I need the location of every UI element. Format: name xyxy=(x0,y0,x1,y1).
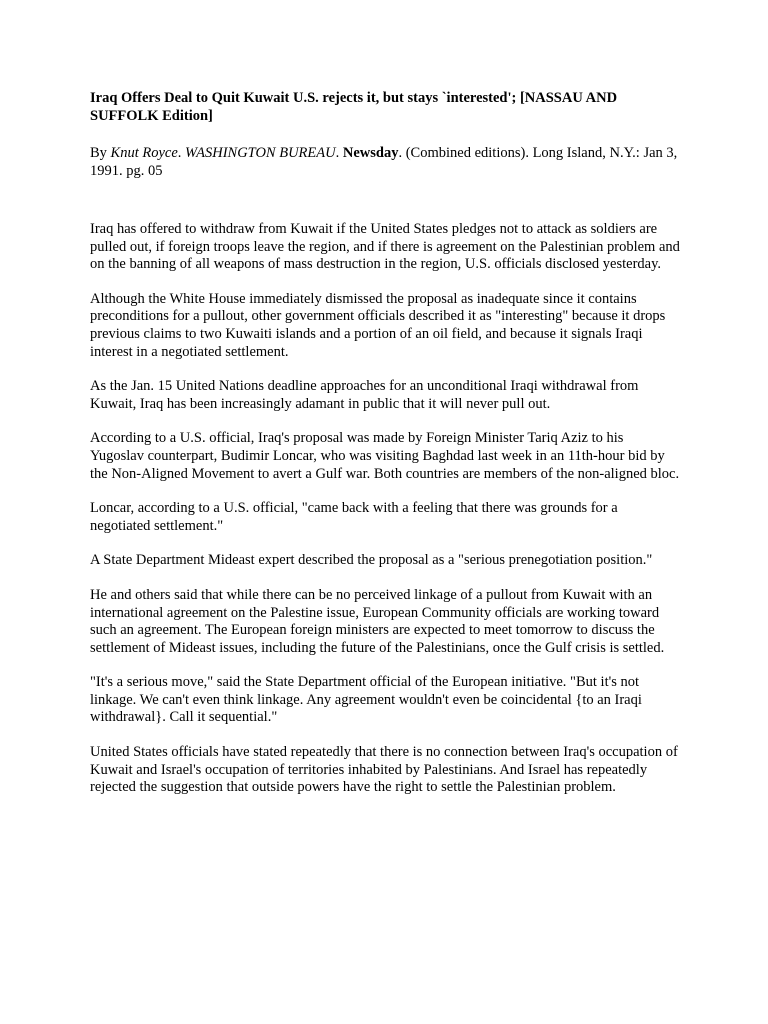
article-paragraph: A State Department Mideast expert described the proposal as a "serious prenegotiation position." xyxy=(90,552,653,569)
byline-separator: . xyxy=(335,145,343,161)
article-paragraph: Loncar, according to a U.S. official, "came back with a feeling that there was grounds for a negotiated settlement." xyxy=(90,500,618,534)
byline-prefix: By xyxy=(90,145,111,161)
byline-details: . (Combined editions). Long Island, N.Y.: Jan 3, 1991. pg. 05 xyxy=(90,145,678,179)
byline-author: Knut Royce xyxy=(110,145,178,161)
article-paragraph: "It's a serious move," said the State Department official of the European initiative. "But it's not linkage. We can't even think linkage. Any agreement wouldn't even be coincidental {to an Iraqi withdrawal}. Call it sequential." xyxy=(90,674,642,726)
article-paragraph: Although the White House immediately dismissed the proposal as inadequate since it contains preconditions for a pullout, other government officials described it as "interesting" because it drops previous claims to two Kuwaiti islands and a portion of an oil field, and because it signals Iraqi interest in a negotiated settlement. xyxy=(90,290,666,360)
article-paragraph: He and others said that while there can be no perceived linkage of a pullout from Kuwait with an international agreement on the Palestine issue, European Community officials are working toward such an agreement. The European foreign ministers are expected to meet tomorrow to discuss the settlement of Mideast issues, including the future of the Palestinians, once the Gulf crisis is settled. xyxy=(90,586,665,656)
article-paragraph: According to a U.S. official, Iraq's proposal was made by Foreign Minister Tariq Aziz to his Yugoslav counterpart, Budimir Loncar, who was visiting Baghdad last week in an 11th-hour bid by the Non-Aligned Movement to avert a Gulf war. Both countries are members of the non-aligned bloc. xyxy=(90,430,680,482)
article-byline xyxy=(90,144,680,180)
article xyxy=(90,89,680,814)
byline-separator: . xyxy=(177,145,186,161)
byline-bureau: WASHINGTON BUREAU xyxy=(185,145,336,161)
article-headline: Iraq Offers Deal to Quit Kuwait U.S. rejects it, but stays `interested'; [NASSAU AND SUFFOLK Edition] xyxy=(90,90,618,124)
article-paragraph: Iraq has offered to withdraw from Kuwait if the United States pledges not to attack as soldiers are pulled out, if foreign troops leave the region, and if there is agreement on the Palestinian problem and on the banning of all weapons of mass destruction in the region, U.S. officials disclosed yesterday. xyxy=(90,221,680,273)
article-paragraph: As the Jan. 15 United Nations deadline approaches for an unconditional Iraqi withdrawal from Kuwait, Iraq has been increasingly adamant in public that it will never pull out. xyxy=(90,378,639,412)
article-body xyxy=(90,221,680,797)
byline-publication: Newsday xyxy=(342,145,399,161)
article-paragraph: United States officials have stated repeatedly that there is no connection between Iraq's occupation of Kuwait and Israel's occupation of territories inhabited by Palestinians. And Israel has repeatedly rejected the suggestion that outside powers have the right to settle the Palestinian problem. xyxy=(90,744,678,796)
